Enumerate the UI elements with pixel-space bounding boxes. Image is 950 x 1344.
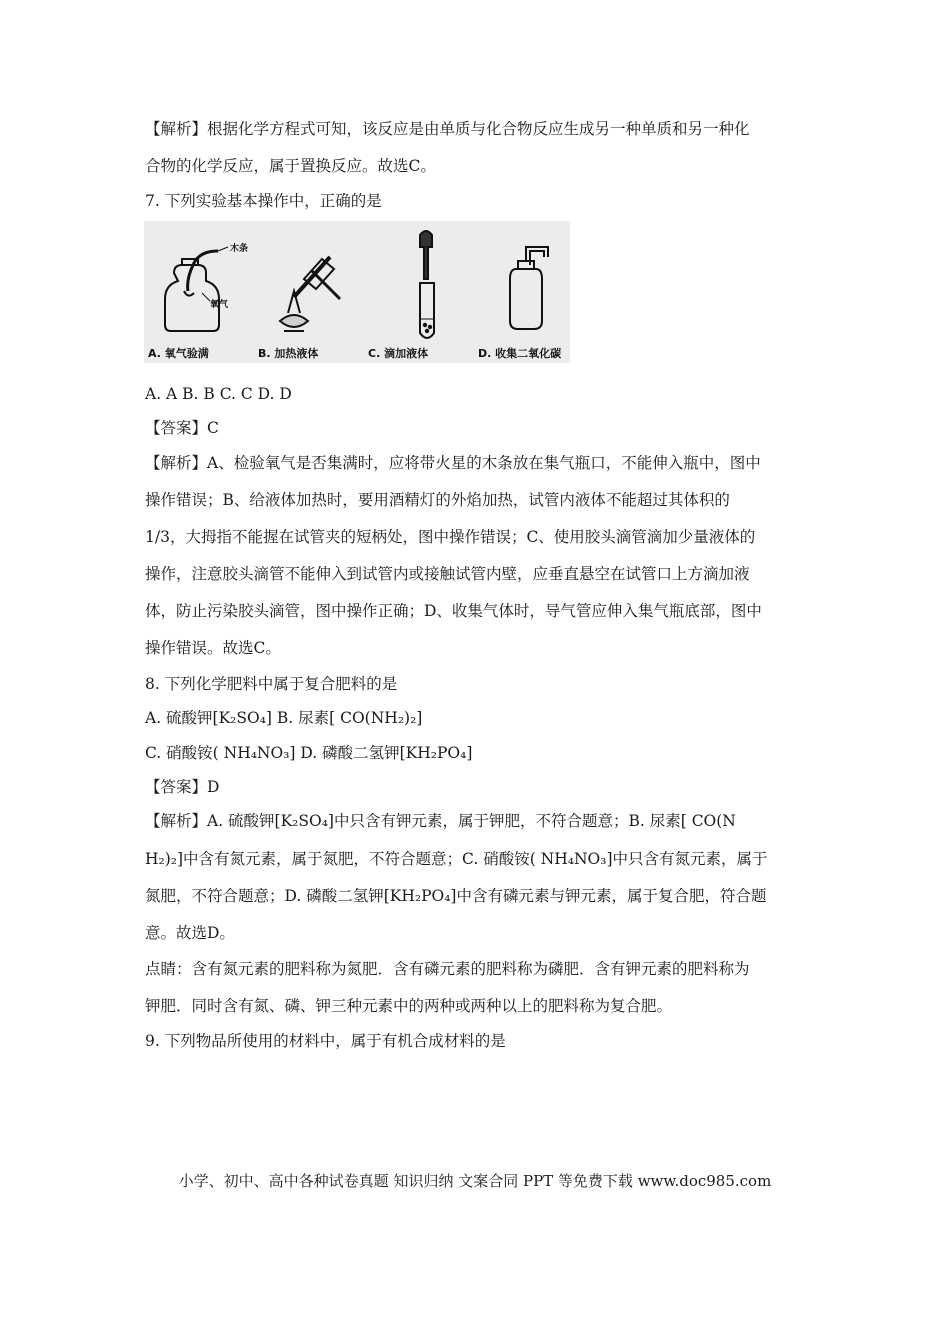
options-7: A. A B. B C. C D. D xyxy=(145,385,292,403)
caption-d: D. 收集二氧化碳 xyxy=(478,347,562,360)
analysis-8-line: 意。故选D。 xyxy=(145,924,235,942)
dropper-test-tube-icon xyxy=(420,231,434,338)
analysis-7-line: 【解析】A、检验氧气是否集满时，应将带火星的木条放在集气瓶口，不能伸入瓶中，图中 xyxy=(145,454,761,472)
tip-line: 钾肥．同时含有氮、磷、钾三种元素中的两种或两种以上的肥料称为复合肥。 xyxy=(145,997,673,1015)
gas-bottle-icon xyxy=(510,247,548,329)
experiment-figure xyxy=(144,221,570,363)
answer-7: 【答案】C xyxy=(145,419,219,437)
stick-label: 木条 xyxy=(230,244,249,254)
heating-test-tube-icon xyxy=(280,257,340,331)
analysis-8-line: H₂)₂]中含有氮元素，属于氮肥，不符合题意；C. 硝酸铵( NH₄NO₃]中只含有氮元素，属于 xyxy=(145,850,768,868)
oxygen-label: 氧气 xyxy=(210,300,229,310)
caption-c: C. 滴加液体 xyxy=(368,347,429,360)
tip-line: 点睛：含有氮元素的肥料称为氮肥．含有磷元素的肥料称为磷肥．含有钾元素的肥料称为 xyxy=(145,960,750,978)
analysis-7-line: 操作错误；B、给液体加热时，要用酒精灯的外焰加热，试管内液体不能超过其体积的 xyxy=(145,491,730,509)
analysis-7-line: 体，防止污染胶头滴管，图中操作正确；D、收集气体时，导气管应伸入集气瓶底部，图中 xyxy=(145,602,762,620)
oxygen-bottle-icon xyxy=(165,247,228,331)
options-8-cd: C. 硝酸铵( NH₄NO₃] D. 磷酸二氢钾[KH₂PO₄] xyxy=(145,744,473,762)
text-line: 【解析】根据化学方程式可知，该反应是由单质与化合物反应生成另一种单质和另一种化 xyxy=(145,120,750,138)
page-footer: 小学、初中、高中各种试卷真题 知识归纳 文案合同 PPT 等免费下载 www.doc985.com xyxy=(178,1172,772,1190)
answer-8: 【答案】D xyxy=(145,778,220,796)
question-9: 9. 下列物品所使用的材料中，属于有机合成材料的是 xyxy=(145,1032,506,1050)
caption-b: B. 加热液体 xyxy=(258,347,319,360)
analysis-7-line: 1/3，大拇指不能握在试管夹的短柄处，图中操作错误；C、使用胶头滴管滴加少量液体的 xyxy=(145,528,756,546)
question-8: 8. 下列化学肥料中属于复合肥料的是 xyxy=(145,675,398,693)
text-line: 合物的化学反应，属于置换反应。故选C。 xyxy=(145,157,436,175)
analysis-7-line: 操作，注意胶头滴管不能伸入到试管内或接触试管内壁，应垂直悬空在试管口上方滴加液 xyxy=(145,565,750,583)
analysis-8-line: 氮肥，不符合题意；D. 磷酸二氢钾[KH₂PO₄]中含有磷元素与钾元素，属于复合肥，符合题 xyxy=(145,887,767,905)
analysis-8-line: 【解析】A. 硫酸钾[K₂SO₄]中只含有钾元素，属于钾肥，不符合题意；B. 尿素[ CO(N xyxy=(145,812,736,830)
options-8-ab: A. 硫酸钾[K₂SO₄] B. 尿素[ CO(NH₂)₂] xyxy=(145,709,423,727)
analysis-7-line: 操作错误。故选C。 xyxy=(145,639,281,657)
question-7: 7. 下列实验基本操作中，正确的是 xyxy=(145,192,382,210)
caption-a: A. 氧气验满 xyxy=(148,347,209,360)
